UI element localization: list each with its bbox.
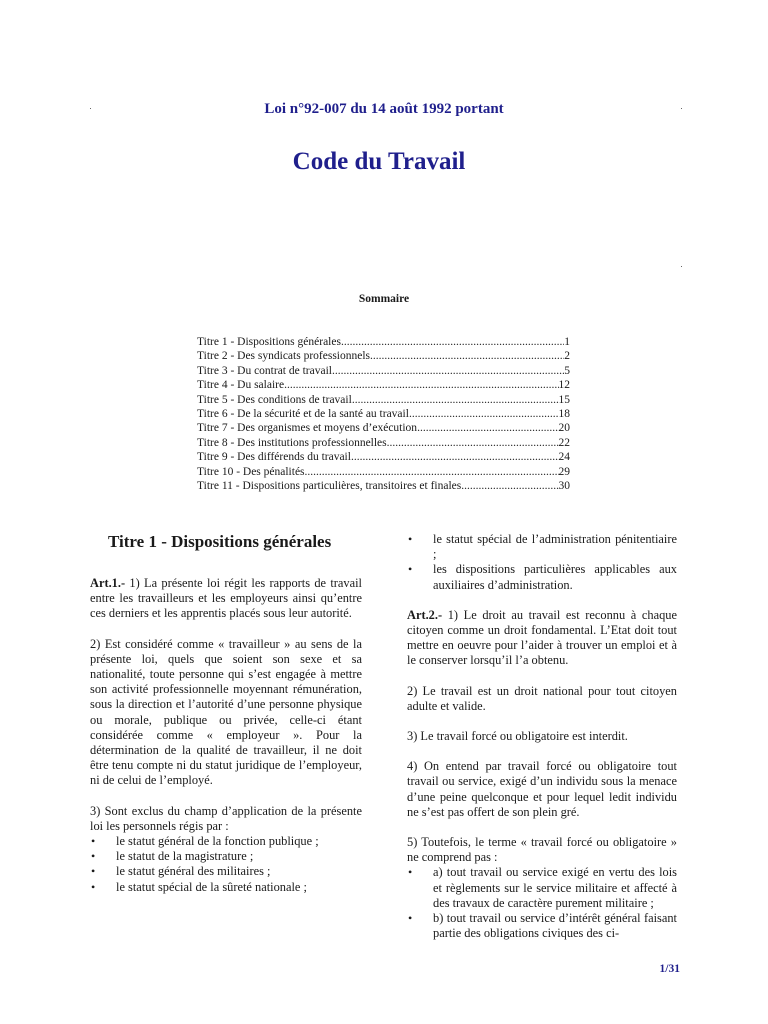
list-item: • le statut spécial de l’administration pénitentiaire ; (407, 532, 677, 562)
art2-paragraph-5: 5) Toutefois, le terme « travail forcé ou obligatoire » ne comprend pas : (407, 835, 677, 865)
left-column (90, 532, 362, 895)
toc-entry-page: 1 (564, 336, 570, 348)
toc-entry-label: Titre 3 - Du contrat de travail (197, 364, 332, 377)
exclusion-list-continued (407, 532, 677, 593)
article-label: Art.1.- (90, 576, 126, 590)
toc-entry-label: Titre 5 - Des conditions de travail (197, 393, 352, 406)
exception-list (407, 865, 677, 941)
toc-leader (387, 436, 559, 450)
art2-paragraph-4: 4) On entend par travail forcé ou obligatoire tout travail ou service, exigé d’un individu sous la menace d’une peine quelconque et pour lequel ledit individu ne s’est pas offert de son plein gré. (407, 759, 677, 819)
page-number: 1/31 (659, 963, 680, 975)
toc-entry-page: 2 (564, 350, 570, 363)
toc-entry-page: 5 (564, 364, 570, 377)
toc-entry[interactable] (197, 407, 570, 421)
list-item: • les dispositions particulières applicables aux auxiliaires d’administration. (407, 562, 677, 592)
toc-entry-label: Titre 8 - Des institutions professionnelles (197, 436, 387, 449)
toc-entry[interactable] (197, 378, 570, 392)
toc-entry-label: Titre 10 - Des pénalités (197, 465, 305, 478)
toc-leader (409, 407, 559, 421)
paragraph-text: 1) Le droit au travail est reconnu à chaque citoyen comme un droit fondamental. L’Etat doit tout mettre en oeuvre pour l’aider à trouver un emploi et à le conserver lorsqu’il l’a obtenu. (407, 607, 677, 668)
toc-entry[interactable] (197, 393, 570, 407)
toc-leader (332, 364, 564, 378)
list-item: • le statut spécial de la sûreté nationale ; (90, 880, 362, 895)
art2-paragraph-3: 3) Le travail forcé ou obligatoire est interdit. (407, 729, 628, 744)
list-item: • le statut de la magistrature ; (90, 849, 362, 864)
right-column (407, 532, 677, 941)
art1-paragraph-1 (90, 576, 362, 622)
art2-paragraph-1 (407, 608, 677, 669)
list-item: • le statut général de la fonction publique ; (90, 834, 362, 849)
paragraph-text: 1) La présente loi régit les rapports de travail entre les travailleurs et les employeurs ainsi qu’entre ces derniers et les apprentis placés sous leur autorité. (90, 576, 362, 621)
toc-entry[interactable] (197, 465, 570, 479)
toc-leader (341, 335, 564, 349)
toc-leader (417, 421, 558, 435)
toc-entry-page: 15 (558, 393, 570, 406)
art1-paragraph-2: 2) Est considéré comme « travailleur » au sens de la présente loi, quels que soient son sexe et sa nationalité, toute personne qui s’est engagée à mettre son activité professionnelle moyennant rémunération, sous la direction et l’autorité d’une personne physique ou morale, publique ou privée, celle-ci étant considérée comme « employeur ». Pour la détermination de la qualité de travailleur, il ne doit être tenu compte ni du statut juridique de l’employeur, ni de celui de l’employé. (90, 636, 362, 788)
toc-entry-label: Titre 6 - De la sécurité et de la santé au travail (197, 408, 409, 421)
toc-entry[interactable] (197, 349, 570, 363)
toc-leader (370, 349, 564, 363)
list-item: • b) tout travail ou service d’intérêt général faisant partie des obligations civiques des ci- (407, 911, 677, 941)
toc-entry[interactable] (197, 450, 570, 464)
toc-entry-label: Titre 11 - Dispositions particulières, transitoires et finales (197, 480, 462, 493)
margin-mark-right-lower (681, 266, 682, 267)
section-heading: Titre 1 - Dispositions générales (108, 532, 332, 551)
toc-entry[interactable] (197, 436, 570, 450)
law-subtitle: Loi n°92-007 du 14 août 1992 portant (264, 101, 504, 117)
sommaire-heading: Sommaire (358, 293, 410, 305)
toc-entry-page: 24 (558, 451, 570, 464)
exclusion-list (90, 834, 362, 895)
toc-entry-page: 22 (558, 436, 570, 449)
article-label: Art.2.- (407, 607, 443, 622)
toc-entry-label: Titre 9 - Des différends du travail (197, 451, 351, 464)
toc-entry-label: Titre 4 - Du salaire (197, 379, 285, 392)
toc-leader (461, 479, 558, 493)
document-title: Code du Travail (292, 148, 466, 175)
toc-leader (351, 450, 559, 464)
toc-entry-page: 18 (558, 408, 570, 421)
list-item: • le statut général des militaires ; (90, 864, 362, 879)
toc-entry[interactable] (197, 335, 570, 349)
art2-paragraph-2: 2) Le travail est un droit national pour tout citoyen adulte et valide. (407, 683, 677, 713)
toc-entry-page: 29 (558, 465, 570, 478)
toc-entry-label: Titre 7 - Des organismes et moyens d’exécution (197, 422, 418, 435)
toc-entry-page: 30 (558, 480, 570, 493)
toc-entry[interactable] (197, 421, 570, 435)
toc-entry[interactable] (197, 364, 570, 378)
toc-entry-page: 12 (558, 379, 570, 392)
toc-entry[interactable] (197, 479, 570, 493)
toc-entry-label: Titre 2 - Des syndicats professionnels (197, 350, 371, 363)
table-of-contents (197, 335, 570, 493)
toc-leader (352, 393, 559, 407)
toc-entry-label: Titre 1 - Dispositions générales (197, 336, 341, 348)
toc-leader (305, 465, 559, 479)
art1-paragraph-3: 3) Sont exclus du champ d’application de la présente loi les personnels régis par : (90, 803, 362, 833)
toc-leader (284, 378, 558, 392)
list-item: • a) tout travail ou service exigé en vertu des lois et règlements sur le service militaire et affecté à des travaux de caractère purement militaire ; (407, 865, 677, 911)
toc-entry-page: 20 (558, 422, 570, 435)
